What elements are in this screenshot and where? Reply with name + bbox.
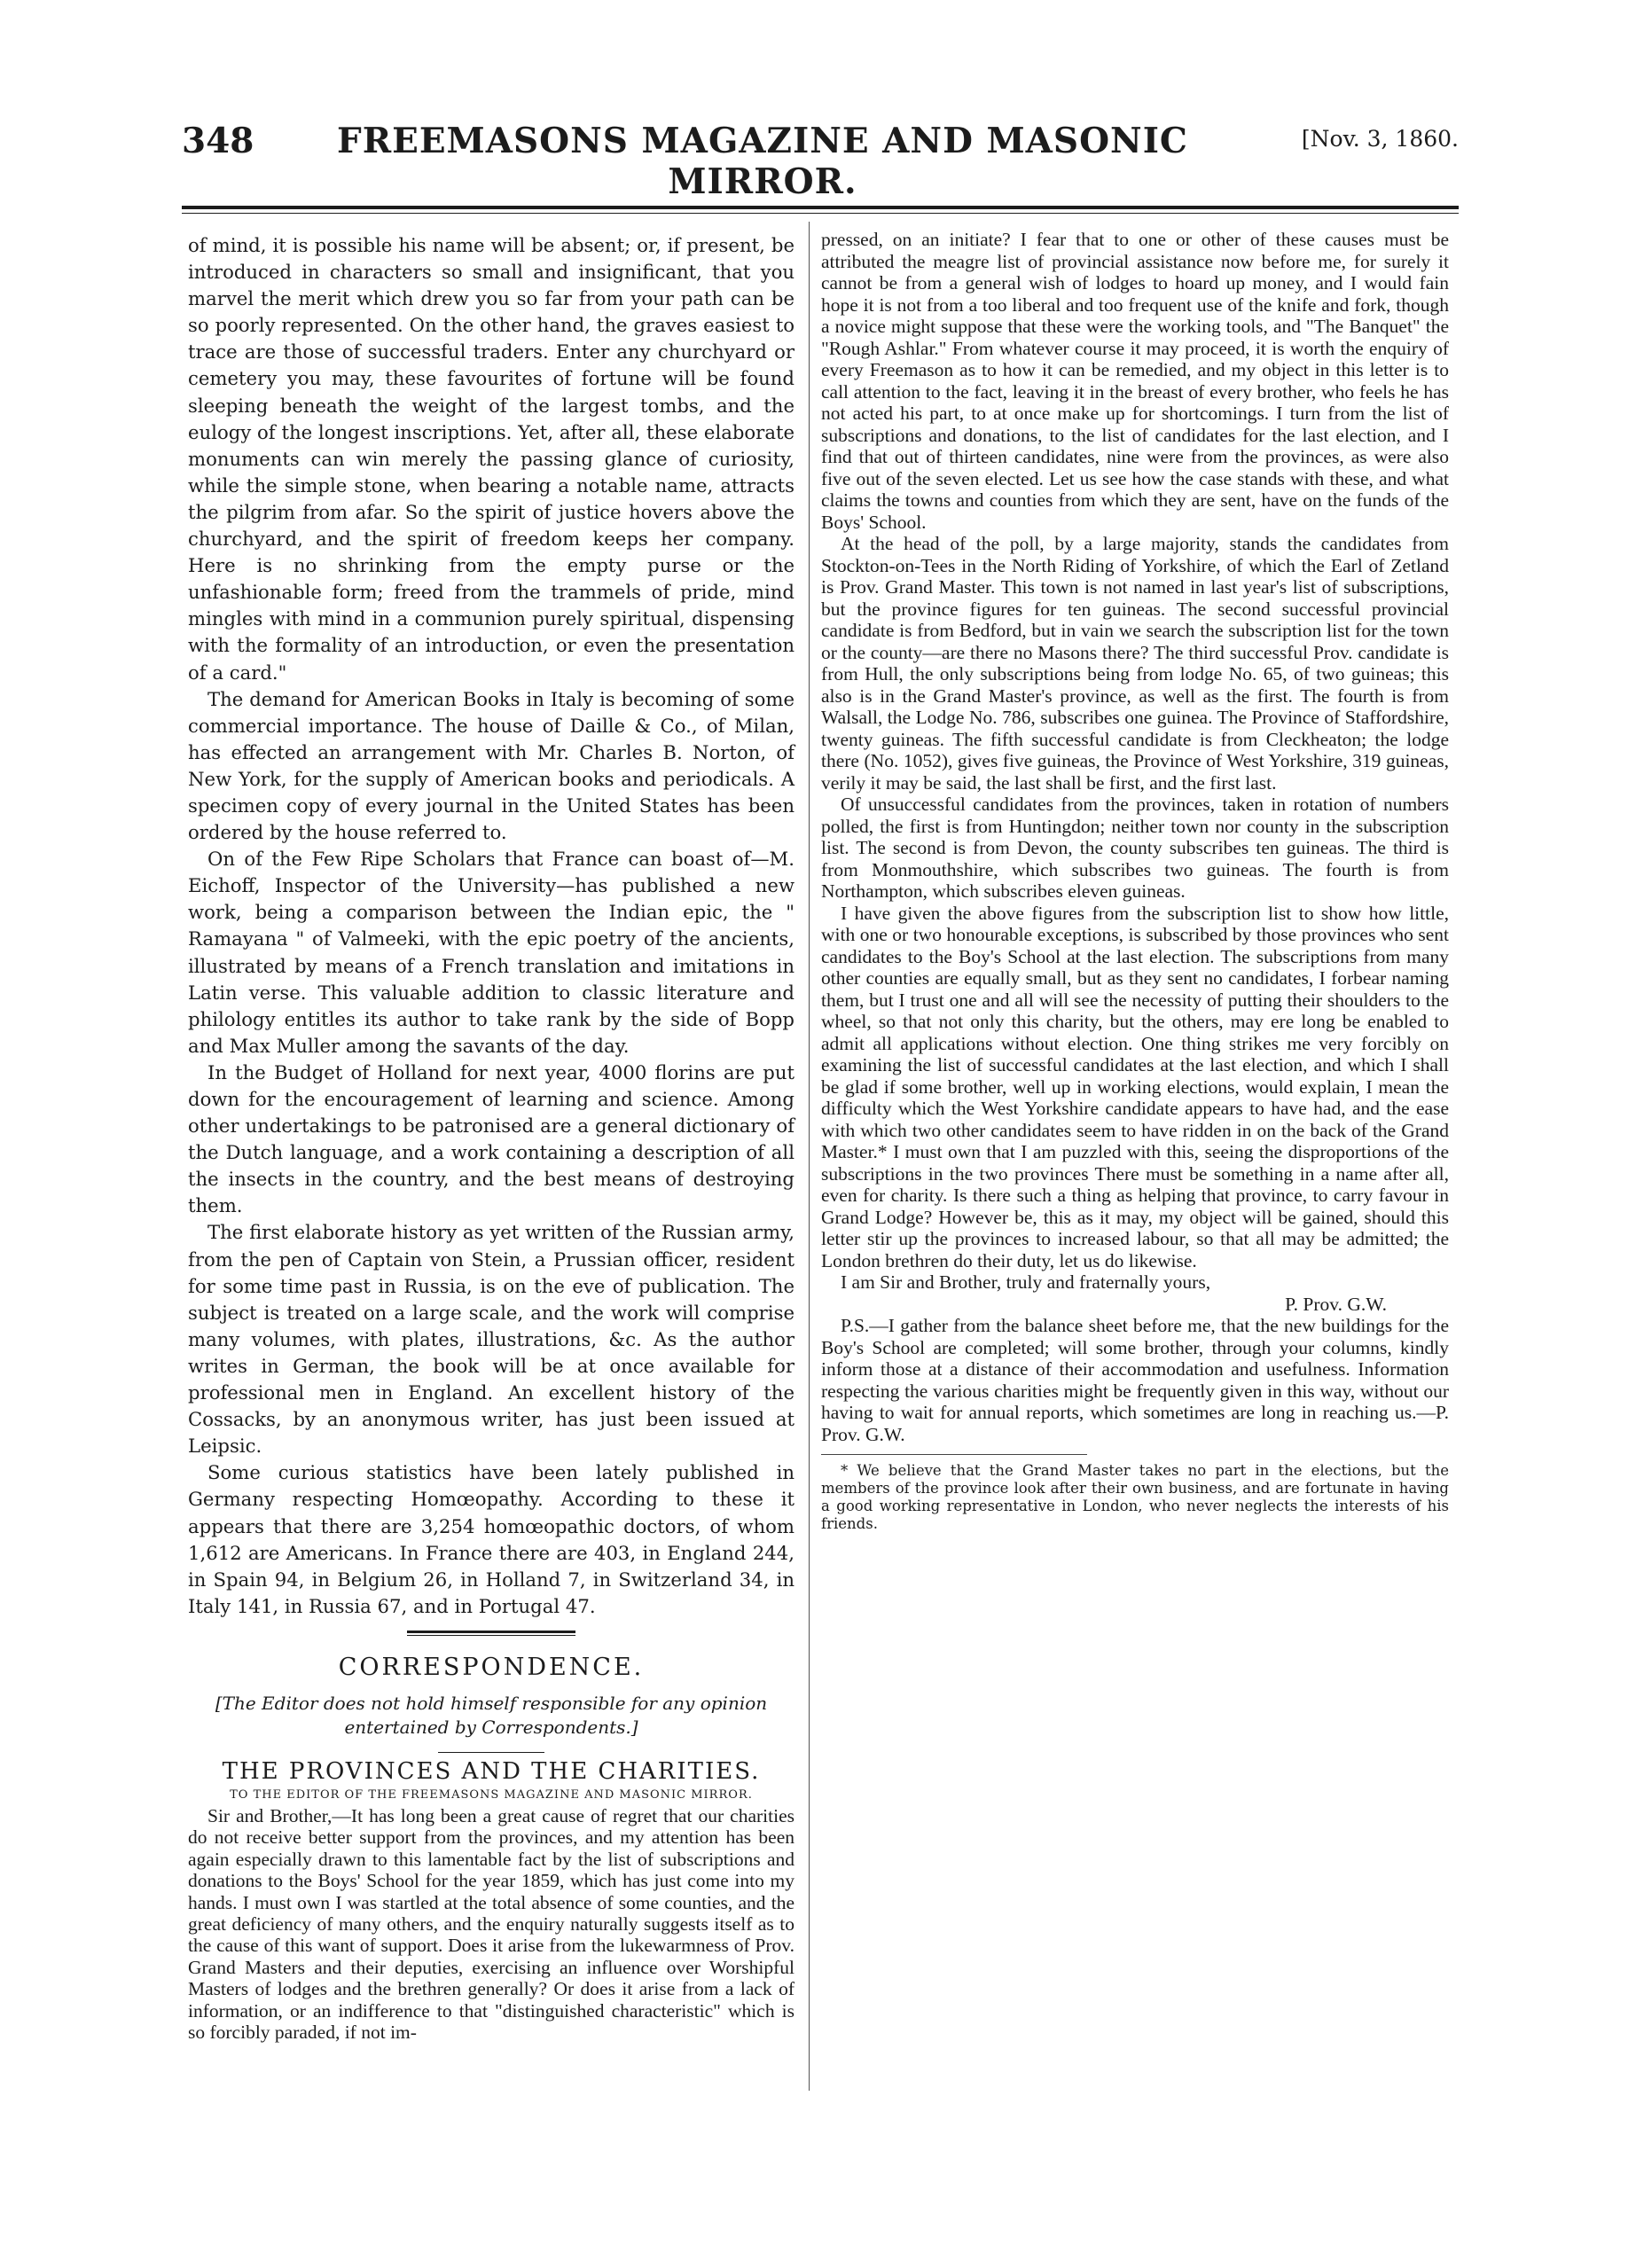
section-rule bbox=[407, 1631, 575, 1633]
column-divider bbox=[809, 222, 810, 2091]
header-rule-thin bbox=[182, 213, 1459, 214]
paragraph: Of unsuccessful candidates from the provinces, taken in rotation of numbers polled, the first is from Huntingdon; neither town nor county in the subscription list. The second is from Devon, the county subscribes ten guineas. The third is from Monmouthshire, which subscribes two guineas. The fourth is from Northampton, which subscribes eleven guineas. bbox=[821, 794, 1449, 902]
page-header bbox=[182, 117, 1459, 202]
letter-paragraph: Sir and Brother,—It has long been a great cause of regret that our charities do not receive better support from the provinces, and my attention has been again especially drawn to this lamentable fact by the list of subscriptions and donations to the Boys' School for the year 1859, which has just come into my hands. I must own I was startled at the total absence of some counties, and the great deficiency of many others, and the enquiry naturally suggests itself as to the cause of this want of support. Does it arise from the lukewarmness of Prov. Grand Masters and their deputies, exercising an influence over Worshipful Masters of lodges and the brethren generally? Or does it arise from a lack of information, or an indifference to that "distinguished characteristic" which is so forcibly paraded, if not im- bbox=[188, 1804, 795, 2043]
footnote: * We believe that the Grand Master takes no part in the elections, but the members of the province look after their own business, and are fortunate in having a good working representative in London, who never neglects the interests of his friends. bbox=[821, 1462, 1449, 1532]
paragraph: On of the Few Ripe Scholars that France can boast of—M. Eichoff, Inspector of the University—has published a new work, being a comparison between the Indian epic, the " Ramayana " of Valmeeki, with the epic poetry of the ancients, illustrated by means of a French translation and imitations in Latin verse. This valuable addition to classic literature and philology entitles its author to take rank by the side of Bopp and Max Muller among the savants of the day. bbox=[188, 848, 795, 1057]
paragraph: I have given the above figures from the subscription list to show how little, with one or two honourable exceptions, is subscribed by those provinces who sent candidates to the Boy's School at the last election. The subscriptions from many other counties are equally small, but as they sent no candidates, I forbear naming them, but I trust one and all will see the necessity of putting their shoulders to the wheel, so that not only this charity, but the others, may ere long be enabled to admit all applications without election. One thing strikes me very forcibly on examining the list of successful candidates at the last election, and which I shall be glad if some brother, well up in working elections, would explain, I mean the difficulty which the West Yorkshire candidate appears to have had, and the ease with which two other candidates seem to have ridden in on the back of the Grand Master.* I must own that I am puzzled with this, seeing the disproportions of the subscriptions in the two provinces There must be something in a name after all, even for charity. Is there such a thing as helping that province, to carry favour in Grand Lodge? However be, this as it may, my object will be gained, should this letter stir up the provinces to increased labour, so that all may be admitted; the London brethren do their duty, let us do likewise. bbox=[821, 902, 1449, 1271]
section-heading: CORRESPONDENCE. bbox=[338, 1653, 645, 1681]
letter-signature: P. Prov. G.W. bbox=[1285, 1293, 1387, 1315]
editor-note: [The Editor does not hold himself responsible for any opinion entertained by Correspondents.] bbox=[215, 1692, 768, 1738]
paragraph: At the head of the poll, by a large majority, stands the candidates from Stockton-on-Tees in the North Riding of Yorkshire, of which the Earl of Zetland is Prov. Grand Master. This town is not named in last year's list of subscriptions, but the province figures for ten guineas. The second successful provincial candidate is from Bedford, but in vain we search the subscription list for the town or the county—are there no Masons there? The third successful Prov. candidate is from Hull, the only subscriptions being from lodge No. 65, of two guineas; this also is in the Grand Master's province, as well as the first. The fourth is from Walsall, the Lodge No. 786, subscribes one guinea. The Province of Staffordshire, twenty guineas. The fifth successful candidate is from Cleckheaton; the lodge there (No. 1052), gives five guineas, the Province of West Yorkshire, 319 guineas, verily it may be said, the last shall be first, and the first last. bbox=[821, 533, 1449, 794]
address-line: TO THE EDITOR OF THE FREEMASONS MAGAZINE AND MASONIC MIRROR. bbox=[230, 1787, 753, 1802]
header-rule bbox=[182, 206, 1459, 209]
article-title: THE PROVINCES AND THE CHARITIES. bbox=[222, 1757, 761, 1785]
postscript: P.S.—I gather from the balance sheet before me, that the new buildings for the Boy's School are completed; will some brother, through your columns, kindly inform those at a distance of their accommodation and usefulness. Information respecting the various charities might be frequently given in this way, without our having to wait for annual reports, which sometimes are long in reaching us.—P. Prov. G.W. bbox=[821, 1315, 1449, 1445]
article-rule bbox=[438, 1752, 544, 1753]
left-column bbox=[188, 232, 795, 2043]
magazine-title: FREEMASONS MAGAZINE AND MASONIC MIRROR. bbox=[337, 121, 1188, 202]
footnote-rule bbox=[821, 1454, 1087, 1455]
paragraph: pressed, on an initiate? I fear that to one or other of these causes must be attributed the meagre list of provincial assistance now before me, for surely it cannot be from a general wish of lodges to hoard up money, and I would fain hope it is not from a too liberal and too frequent use of the knife and fork, though a novice might suppose that these were the working tools, and "The Banquet" the "Rough Ashlar." From whatever course it may proceed, it is worth the enquiry of every Freemason as to how it can be remedied, and my object in this letter is to call attention to the fact, leaving it in the breast of every brother, who feels he has not acted his part, to at once make up for shortcomings. I turn from the list of subscriptions and donations, to the list of candidates for the last election, and I find that out of thirteen candidates, nine were from the provinces, as were also five out of the seven elected. Let us see how the case stands with these, and what claims the towns and counties from which they are sent, have on the funds of the Boys' School. bbox=[821, 229, 1449, 533]
right-column bbox=[821, 229, 1449, 1533]
paragraph: The first elaborate history as yet written of the Russian army, from the pen of Captain von Stein, a Prussian officer, resident for some time past in Russia, is on the eve of publication. The subject is treated on a large scale, and the work will comprise many volumes, with plates, illustrations, &c. As the author writes in German, the book will be at once available for professional men in England. An excellent history of the Cossacks, by an anonymous writer, has just been issued at Leipsic. bbox=[188, 1221, 795, 1458]
letter-signoff: I am Sir and Brother, truly and fraternally yours, bbox=[841, 1271, 1211, 1293]
paragraph: The demand for American Books in Italy is becoming of some commercial importance. The house of Daille & Co., of Milan, has effected an arrangement with Mr. Charles B. Norton, of New York, for the supply of American books and periodicals. A specimen copy of every journal in the United States has been ordered by the house referred to. bbox=[188, 687, 795, 844]
issue-date: [Nov. 3, 1860. bbox=[1301, 126, 1459, 152]
section-rule bbox=[407, 1635, 575, 1636]
paragraph: of mind, it is possible his name will be absent; or, if present, be introduced in characters so small and insignificant, that you marvel the merit which drew you so far from your path can be so poorly represented. On the other hand, the graves easiest to trace are those of successful traders. Enter any churchyard or cemetery you may, these favourites of fortune will be found sleeping beneath the weight of the largest tombs, and the eulogy of the longest inscriptions. Yet, after all, these elaborate monuments can win merely the passing glance of curiosity, while the simple stone, when bearing a notable name, attracts the pilgrim from afar. So the spirit of justice hovers above the churchyard, and the spirit of freedom keeps her company. Here is no shrinking from the empty purse or the unfashionable form; freed from the trammels of pride, mind mingles with mind in a communion purely spiritual, dispensing with the formality of an introduction, or even the presentation of a card." bbox=[188, 234, 795, 684]
paragraph: Some curious statistics have been lately published in Germany respecting Homœopathy. According to these it appears that there are 3,254 homœopathic doctors, of whom 1,612 are Americans. In France there are 403, in England 244, in Spain 94, in Belgium 26, in Holland 7, in Switzerland 34, in Italy 141, in Russia 67, and in Portugal 47. bbox=[188, 1461, 795, 1617]
page-number: 348 bbox=[182, 121, 254, 161]
paragraph: In the Budget of Holland for next year, 4000 florins are put down for the encouragement of learning and science. Among other undertakings to be patronised are a general dictionary of the Dutch language, and a work containing a description of all the insects in the country, and the best means of destroying them. bbox=[188, 1060, 795, 1217]
